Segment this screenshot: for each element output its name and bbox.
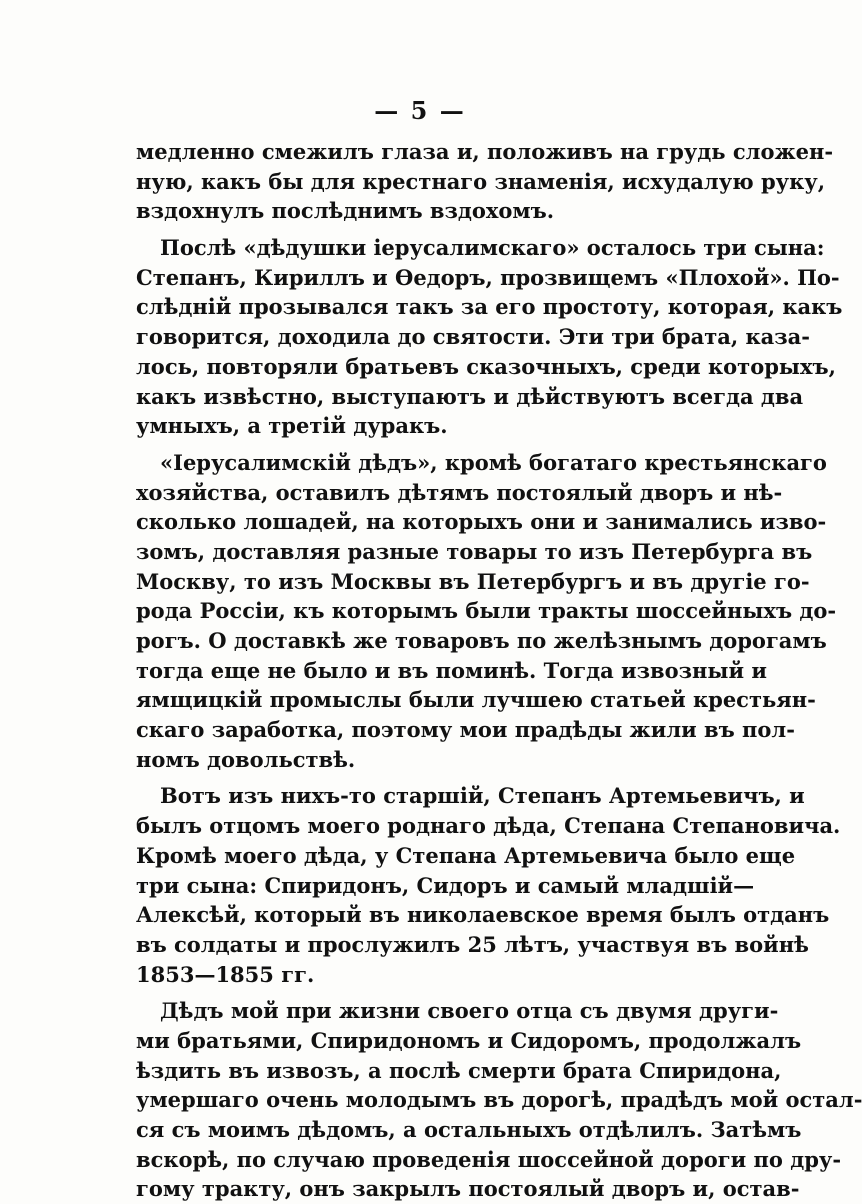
text-line: 1853—1855 гг. [136, 961, 315, 987]
text-line: говорится, доходила до святости. Эти три брата, каза- [136, 324, 810, 350]
text-line: «Іерусалимскій дѣдъ», кромѣ богатаго крестьянскаго [160, 449, 827, 475]
text-line: Алексѣй, который въ николаевское время былъ отданъ [136, 902, 830, 928]
text-line: умныхъ, а третій дуракъ. [136, 413, 448, 439]
text-line: три сына: Спиридонъ, Сидоръ и самый младшій— [136, 872, 755, 898]
text-line: зомъ, доставляя разные товары то изъ Петербурга въ [136, 538, 813, 564]
text-line: какъ извѣстно, выступаютъ и дѣйствуютъ всегда два [136, 383, 804, 409]
text-line: вздохнулъ послѣднимъ вздохомъ. [136, 198, 555, 224]
text-line: номъ довольствѣ. [136, 746, 356, 772]
text-line: скаго заработка, поэтому мои прадѣды жили въ пол- [136, 717, 795, 743]
paragraph [136, 448, 837, 775]
text-line: ѣздить въ извозъ, а послѣ смерти брата Спиридона, [136, 1057, 782, 1083]
text-line: Москву, то изъ Москвы въ Петербургъ и въ другіе го- [136, 568, 810, 594]
text-line: ми братьями, Спиридономъ и Сидоромъ, продолжалъ [136, 1027, 802, 1053]
text-line: медленно смежилъ глаза и, положивъ на грудь сложен- [136, 139, 834, 164]
text-line: лось, повторяли братьевъ сказочныхъ, среди которыхъ, [136, 353, 836, 379]
text-line: ную, какъ бы для крестнаго знаменія, исхудалую руку, [136, 168, 826, 194]
paragraph [136, 137, 834, 226]
text-line: хозяйства, оставилъ дѣтямъ постоялый дворъ и нѣ- [136, 479, 783, 505]
text-line: рогъ. О доставкѣ же товаровъ по желѣзнымъ дорогамъ [136, 628, 827, 653]
text-line: тогда еще не было и въ поминѣ. Тогда извозный и [136, 657, 767, 683]
body-text [136, 137, 862, 1204]
paragraph-gap [136, 441, 736, 448]
paragraph-gap [136, 226, 736, 233]
text-line: сколько лошадей, на которыхъ они и занимались изво- [136, 509, 827, 535]
text-line: слѣдній прозывался такъ за его простоту, которая, какъ [136, 294, 843, 320]
paragraph-gap [136, 774, 736, 781]
page-number: — 5 — [374, 96, 466, 125]
text-line: Послѣ «дѣдушки іерусалимскаго» осталось три сына: [160, 235, 825, 261]
paragraph [136, 781, 841, 989]
text-line: гому тракту, онъ закрылъ постоялый дворъ и, остав- [136, 1176, 800, 1202]
text-line: ся съ моимъ дѣдомъ, а остальныхъ отдѣлилъ. Затѣмъ [136, 1117, 802, 1142]
text-line: Вотъ изъ нихъ-то старшій, Степанъ Артемьевичъ, и [160, 783, 805, 809]
text-line: Степанъ, Кириллъ и Ѳедоръ, прозвищемъ «Плохой». По- [136, 264, 840, 290]
paragraph [136, 996, 862, 1204]
text-line: былъ отцомъ моего роднаго дѣда, Степана Степановича. [136, 813, 841, 839]
paragraph [136, 233, 843, 441]
text-line: умершаго очень молодымъ въ дорогѣ, прадѣдъ мой остал- [136, 1087, 862, 1113]
text-line: въ солдаты и прослужилъ 25 лѣтъ, участвуя въ войнѣ [136, 931, 809, 957]
paragraph-gap [136, 989, 736, 996]
text-line: Дѣдъ мой при жизни своего отца съ двумя други- [160, 998, 779, 1024]
text-line: ямщицкій промыслы были лучшею статьей крестьян- [136, 687, 816, 713]
text-line: вскорѣ, по случаю проведенія шоссейной дороги по дру- [136, 1146, 842, 1172]
text-line: рода Россіи, къ которымъ были тракты шоссейныхъ до- [136, 598, 837, 624]
text-line: Кромѣ моего дѣда, у Степана Артемьевича было еще [136, 842, 796, 868]
